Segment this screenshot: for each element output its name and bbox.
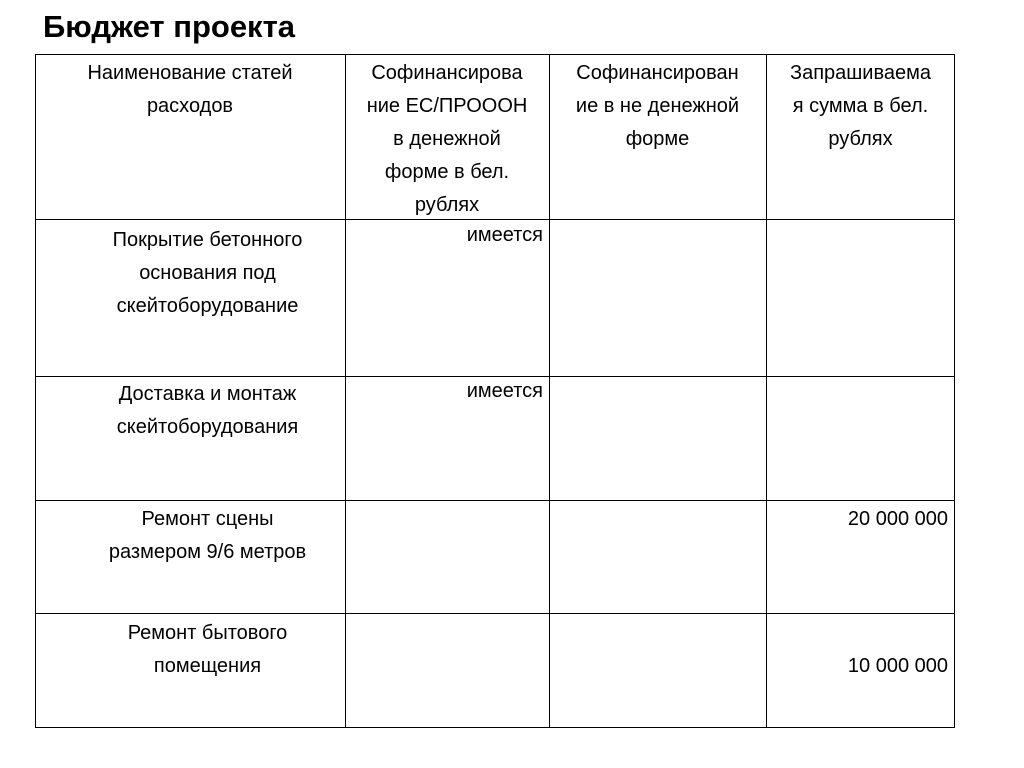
row-cofin-cash: имеется [466,224,543,246]
header-item-name: Наименование статей расходов [87,62,293,117]
header-requested: Запрашиваема я сумма в бел. рублях [789,62,931,150]
budget-table [35,54,955,728]
row-cofin-cash: имеется [466,380,543,402]
row-divider [35,500,955,501]
table-border-bottom [35,727,955,728]
row-item-name: Доставка и монтаж скейтоборудования [116,383,299,438]
row-requested: 20 000 000 [847,508,948,530]
row-requested: 10 000 000 [847,655,948,677]
header-cofin-cash: Софинансирова ние ЕС/ПРОООН в денежной форме в бел. рублях [366,62,528,216]
row-divider [35,613,955,614]
row-item-name: Ремонт бытового помещения [127,622,288,677]
row-item-name: Ремонт сцены размером 9/6 метров [108,508,307,563]
header-cofin-inkind: Софинансирован ие в не денежной форме [575,62,740,150]
row-item-name: Покрытие бетонного основания под скейтоборудование [112,229,303,317]
page-title: Бюджет проекта [43,9,295,44]
table-border-top [35,54,955,55]
